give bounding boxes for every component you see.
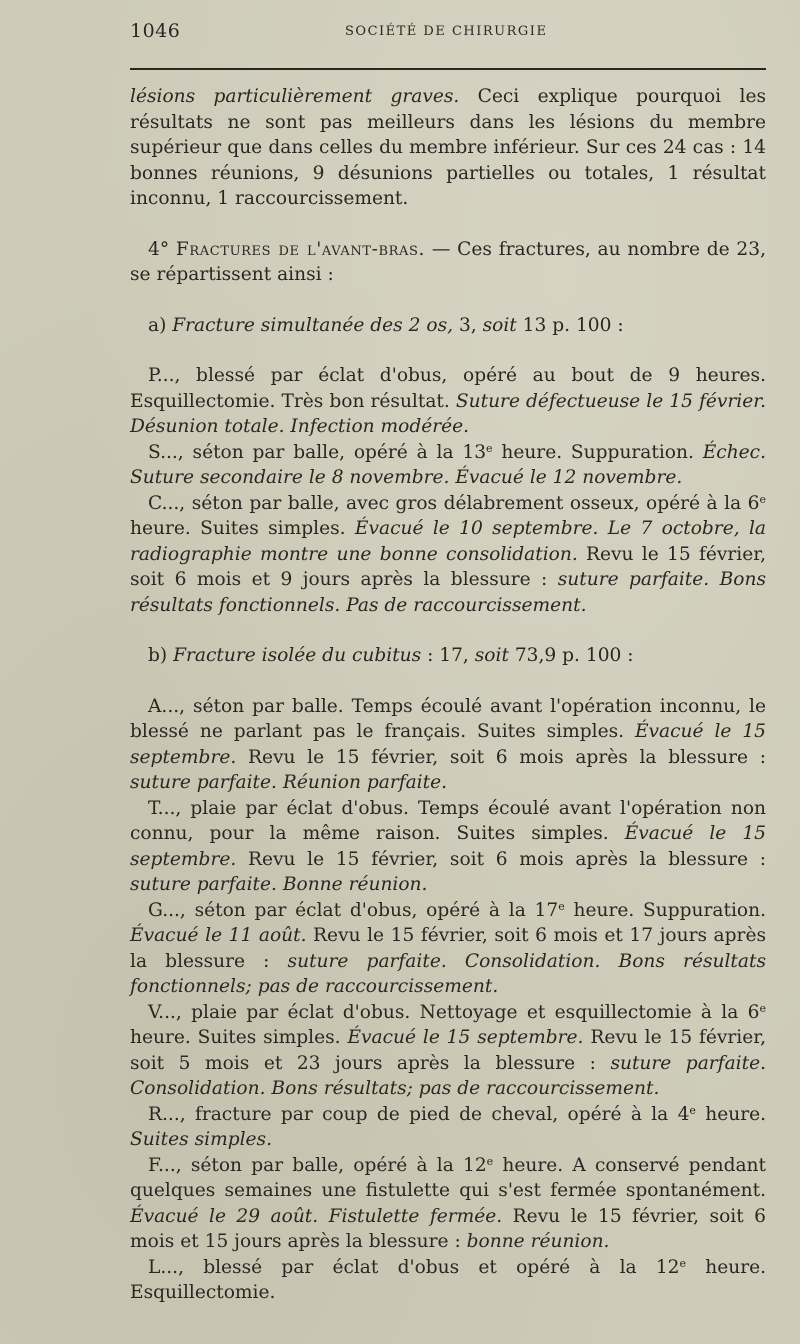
case-p: P..., blessé par éclat d'obus, opéré au bout de 9 heures. Esquillectomie. Très bon résultat. Suture défectueuse le 15 février. Désunion totale. Infection modérée.: [130, 365, 766, 437]
case-a: A..., séton par balle. Temps écoulé avant l'opération inconnu, le blessé ne parlant pas le français. Suites simples. Évacué le 15 septembre. Revu le 15 février, soit 6 mois après la blessure : suture parfaite. Réunion parfaite.: [130, 695, 766, 793]
subsection-b-heading: b) Fracture isolée du cubitus : 17, soit 73,9 p. 100 :: [148, 645, 634, 666]
case-r: R..., fracture par coup de pied de cheval, opéré à la 4e heure. Suites simples.: [130, 1103, 766, 1150]
case-t: T..., plaie par éclat d'obus. Temps écoulé avant l'opération non connu, pour la même raison. Suites simples. Évacué le 15 septembre. Revu le 15 février, soit 6 mois après la blessure : suture parfaite. Bonne réunion.: [130, 797, 766, 895]
header-rule: [130, 68, 766, 70]
subsection-a-heading: a) Fracture simultanée des 2 os, 3, soit 13 p. 100 :: [148, 314, 624, 336]
paragraph-continuation: lésions particulièrement graves. Ceci explique pourquoi les résultats ne sont pas meilleurs dans les lésions du membre supérieur que dans celles du membre inférieur. Sur ces 24 cas : 14 bonnes réunions, 9 désunions partielles ou totales, 1 résultat inconnu, 1 raccourcissement.: [130, 86, 766, 209]
case-v: V..., plaie par éclat d'obus. Nettoyage et esquillectomie à la 6e heure. Suites simples. Évacué le 15 septembre. Revu le 15 février, soit 5 mois et 23 jours après la blessure : suture parfaite. Consolidation. Bons résultats; pas de raccourcissement.: [130, 1001, 766, 1099]
section-heading-forearm: 4° Fractures de l'avant-bras. — Ces fractures, au nombre de 23, se répartissent ainsi :: [130, 238, 766, 285]
running-title: SOCIÉTÉ DE CHIRURGIE: [345, 24, 548, 39]
case-f: F..., séton par balle, opéré à la 12e heure. A conservé pendant quelques semaines une fistulette qui s'est fermée spontanément. Évacué le 29 août. Fistulette fermée. Revu le 15 février, soit 6 mois et 15 jours après la blessure : bonne réunion.: [130, 1154, 767, 1252]
page-number: 1046: [130, 20, 181, 42]
case-s: S..., séton par balle, opéré à la 13e heure. Suppuration. Échec. Suture secondaire le 8 novembre. Évacué le 12 novembre.: [130, 441, 766, 488]
case-l: L..., blessé par éclat d'obus et opéré à la 12e heure. Esquillectomie.: [130, 1256, 766, 1303]
page-header: [130, 18, 766, 48]
case-g: G..., séton par éclat d'obus, opéré à la 17e heure. Suppuration. Évacué le 11 août. Revu le 15 février, soit 6 mois et 17 jours après la blessure : suture parfaite. Consolidation. Bons résultats fonctionnels; pas de raccourcissement.: [130, 899, 766, 997]
case-c: C..., séton par balle, avec gros délabrement osseux, opéré à la 6e heure. Suites simples. Évacué le 10 septembre. Le 7 octobre, la radiographie montre une bonne consolidation. Revu le 15 février, soit 6 mois et 9 jours après la blessure : suture parfaite. Bons résultats fonctionnels. Pas de raccourcissement.: [130, 492, 766, 616]
